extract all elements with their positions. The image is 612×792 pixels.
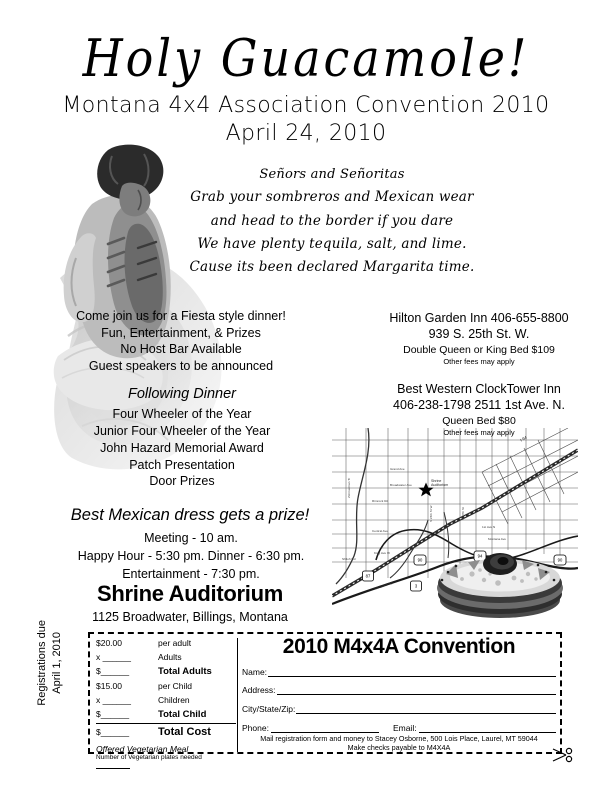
subtitle-convention: Montana 4x4 Association Convention 2010 [62, 93, 550, 119]
price-row[interactable] [96, 666, 236, 680]
address-field-row[interactable] [242, 685, 556, 695]
svg-text:N 27th St: N 27th St [461, 507, 465, 520]
total-cost-row[interactable] [96, 723, 236, 743]
registration-form[interactable] [88, 632, 562, 762]
price-amount: $15.00 [96, 680, 122, 691]
svg-text:Shiloh Rd: Shiloh Rd [342, 557, 356, 561]
venue-address: 1125 Broadwater, Billings, Montana [92, 610, 288, 624]
hotel-name: Hilton Garden Inn 406-655-8800 [389, 311, 569, 325]
hotel-name: Best Western ClockTower Inn [397, 381, 561, 396]
price-row[interactable] [96, 695, 236, 709]
title-block [0, 27, 612, 147]
hotel-fineprint: Other fees may apply [443, 357, 515, 367]
hotel-entry [352, 310, 606, 368]
verse-line: Grab your sombreros and Mexican wear [190, 189, 474, 206]
hotel-fineprint: Other fees may apply [443, 428, 515, 438]
address-input[interactable] [277, 685, 556, 695]
hotel-rate: Queen Bed $80 [442, 414, 516, 427]
venue-block [40, 581, 340, 624]
registrations-due-line1: Registrations due [36, 620, 49, 706]
svg-text:Rimrock Rd: Rimrock Rd [372, 499, 389, 503]
subtitle-date: April 24, 2010 [225, 121, 387, 147]
total-cost-label: Total Cost [158, 726, 211, 739]
phone-input[interactable] [271, 723, 379, 733]
fiesta-line: Come join us for a Fiesta style dinner! [76, 309, 286, 323]
location-map [332, 428, 578, 618]
price-row [96, 638, 236, 652]
email-label: Email: [392, 722, 417, 733]
svg-text:Auditorium: Auditorium [431, 483, 449, 487]
lodging-block [352, 310, 606, 439]
registrations-due-line2: April 1, 2010 [51, 631, 63, 694]
svg-text:90: 90 [417, 557, 423, 563]
svg-text:94: 94 [477, 553, 483, 559]
children-qty-field[interactable]: x ______ [96, 694, 131, 705]
price-label: Total Adults [158, 666, 212, 678]
schedule-line: Happy Hour - 5:30 pm. Dinner - 6:30 pm. [77, 548, 305, 563]
registrations-due-note [35, 608, 65, 718]
svg-text:Zimmerman Tr: Zimmerman Tr [347, 477, 351, 498]
name-input[interactable] [268, 667, 556, 677]
award-item: Four Wheeler of the Year [112, 407, 252, 422]
svg-text:90: 90 [557, 557, 563, 563]
svg-text:Central Ave: Central Ave [372, 529, 388, 533]
price-amount: $20.00 [96, 638, 122, 648]
form-title: 2010 M4x4A Convention [282, 635, 516, 658]
svg-text:King Ave W: King Ave W [374, 551, 390, 555]
svg-text:I-90 Laurel Rd: I-90 Laurel Rd [373, 581, 393, 591]
venue-name: Shrine Auditorium [97, 581, 283, 606]
hotel-address: 406-238-1798 2511 1st Ave. N. [393, 398, 565, 413]
price-row[interactable] [96, 709, 236, 723]
vegetarian-count-field[interactable] [96, 761, 130, 769]
total-child-field[interactable]: $______ [96, 708, 130, 719]
form-divider [237, 638, 238, 752]
fiesta-line: No Host Bar Available [120, 342, 242, 357]
price-label: Children [158, 694, 190, 705]
svg-text:1st Ave N: 1st Ave N [482, 525, 496, 529]
vegetarian-count-label: Number of Vegetarian plates needed [96, 754, 202, 762]
price-row [96, 681, 236, 695]
verse-line: and head to the border if you dare [210, 212, 454, 229]
schedule-line: Entertainment - 7:30 pm. [122, 566, 260, 581]
svg-text:I-94: I-94 [519, 434, 528, 443]
name-label: Name: [242, 666, 268, 677]
total-cost-field[interactable]: $______ [96, 727, 130, 738]
phone-label: Phone: [242, 722, 269, 733]
adults-qty-field[interactable]: x ______ [96, 652, 131, 663]
city-state-zip-field-row[interactable] [242, 704, 556, 714]
award-item: Patch Presentation [129, 457, 235, 472]
schedule-line: Meeting - 10 am. [144, 531, 238, 545]
fiesta-line: Guest speakers to be announced [88, 358, 274, 373]
hotel-entry [352, 381, 606, 439]
svg-text:S 24th St W: S 24th St W [429, 505, 433, 522]
following-dinner-heading: Following Dinner [128, 386, 236, 402]
checks-payable-note: Make checks payable to M4X4A [347, 742, 451, 752]
award-item: John Hazard Memorial Award [100, 440, 264, 455]
hotel-address: 939 S. 25th St. W. [428, 327, 530, 342]
price-label: per Child [158, 680, 193, 691]
fiesta-line: Fun, Entertainment, & Prizes [101, 325, 261, 340]
svg-text:Grand Ave: Grand Ave [390, 467, 405, 471]
verse-line: We have plenty tequila, salt, and lime. [197, 235, 467, 252]
page-title: Holy Guacamole! [82, 27, 530, 89]
vegetarian-count-row[interactable] [96, 754, 236, 769]
phone-email-row[interactable] [242, 723, 556, 733]
price-label: Adults [158, 652, 182, 663]
svg-text:Montana Ave: Montana Ave [488, 537, 507, 541]
name-field-row[interactable] [242, 667, 556, 677]
mailing-instructions: Mail registration form and money to Stacey Osborne, 500 Lois Place, Laurel, MT 59044 [260, 733, 538, 743]
verse-line: Cause its been declared Margarita time. [189, 259, 475, 276]
svg-text:3: 3 [414, 583, 418, 589]
hotel-rate: Double Queen or King Bed $109 [403, 344, 555, 357]
award-item: Junior Four Wheeler of the Year [93, 424, 271, 439]
svg-text:Broadwater Ave: Broadwater Ave [390, 483, 412, 487]
price-row[interactable] [96, 652, 236, 666]
price-label: per adult [158, 638, 192, 648]
attendee-fields [242, 636, 556, 752]
dress-prize-text: Best Mexican dress gets a prize! [70, 506, 310, 524]
schedule-block [32, 530, 350, 583]
price-table [96, 638, 236, 769]
scissors-icon [552, 746, 574, 764]
verse-block [172, 164, 492, 279]
verse-line: Señors and Señoritas [259, 167, 405, 182]
fiesta-info [56, 308, 306, 375]
email-input[interactable] [419, 723, 556, 733]
vegetarian-note: Offered Vegetarian Meal [96, 744, 189, 755]
total-adults-field[interactable]: $______ [96, 666, 130, 677]
city-state-zip-label: City/State/Zip: [242, 703, 296, 714]
city-state-zip-input[interactable] [296, 704, 556, 714]
svg-text:87: 87 [365, 573, 371, 579]
svg-text:Shrine: Shrine [431, 479, 442, 483]
following-dinner-block [46, 385, 318, 490]
price-label: Total Child [158, 708, 207, 720]
award-item: Door Prizes [149, 474, 215, 489]
address-label: Address: [242, 685, 276, 696]
